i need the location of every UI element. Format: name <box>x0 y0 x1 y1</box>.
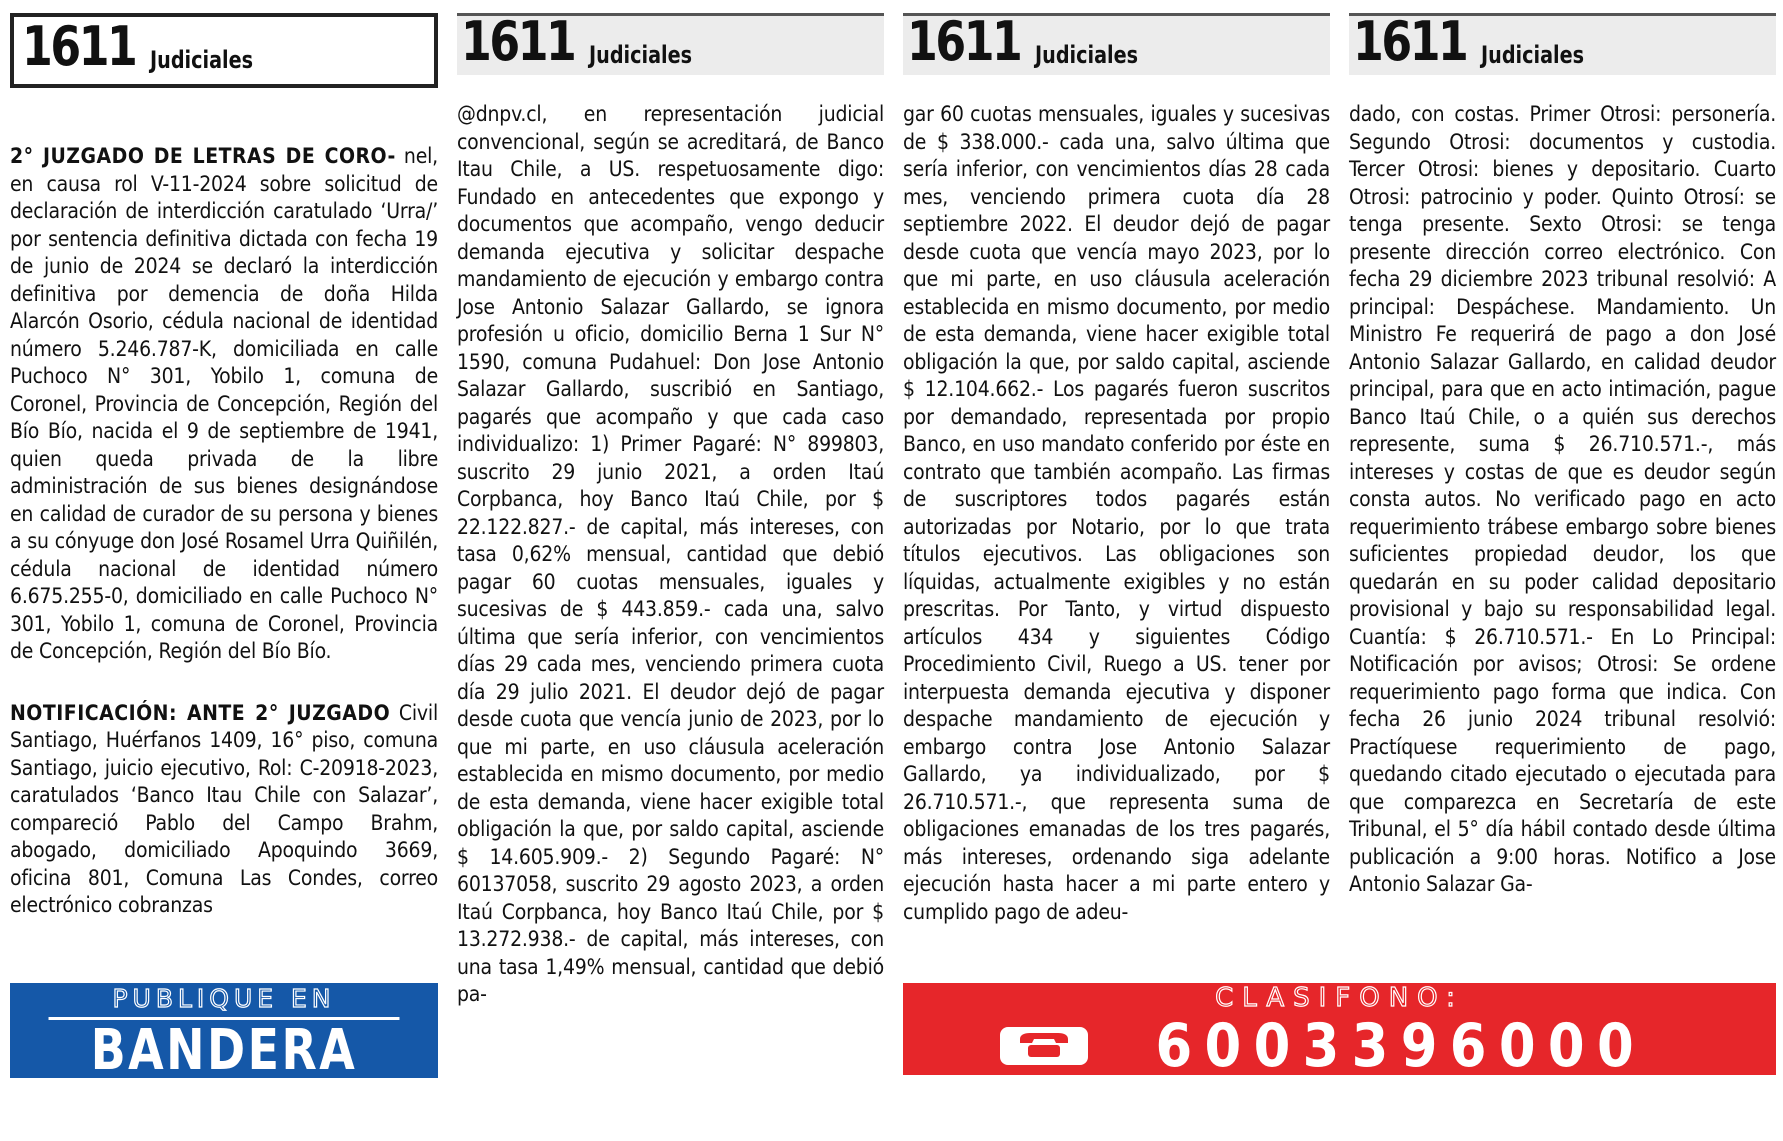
page-number: 1611 <box>461 10 575 73</box>
section-title: Judiciales <box>589 41 693 69</box>
column-header-4 <box>1349 10 1776 75</box>
ad-tagline: CLASIFONO: <box>1215 983 1464 1013</box>
section-title: Judiciales <box>150 46 254 74</box>
notice-lead: NOTIFICACIÓN: ANTE 2° JUZGADO <box>10 700 391 725</box>
notice-continuation: dado, con costas. Primer Otrosi: personería. Segundo Otrosi: documentos y custodia. Tercer Otrosi: bienes y depositario. Cuarto Otrosi: patrocinio y poder. Quinto Otrosí: se tenga presente. Sexto Otrosi: se tenga presente dirección correo electrónico. Con fecha 29 diciembre 2023 tribunal resolvió: A principal: Despáchese. Mandamiento. Un Ministro Fe requerirá de pago a don José Antonio Salazar Gallardo, en calidad deudor principal, para que en acto intimación, pague Banco Itaú Chile, o a quién sus derechos represente, suma $ 26.710.571.-, más intereses y costas de que es deudor según consta autos. No verificado pago en acto requerimiento trábese embargo sobre bienes suficientes propiedad deudor, los que quedarán en su poder calidad depositario provisional y bajo su responsabilidad legal. Cuantía: $ 26.710.571.- En Lo Principal: Notificación por avisos; Otrosi: Se ordene requerimiento pago forma que indica. Con fecha 26 junio 2024 tribunal resolvió: Practíquese requerimiento de pago, quedando citado ejecutado o ejecutada para que comparezca en Secretaría de este Tribunal, el 5° día hábil contado desde última publicación a 9:00 horas. Notifico a Jose Antonio Salazar Ga- <box>1349 102 1776 896</box>
column-header-1 <box>10 13 438 88</box>
notice-notificacion <box>10 700 438 920</box>
notice-continuation: @dnpv.cl, en representación judicial convencional, según se acreditará, de Banco Itau Chile, a US. respetuosamente digo: Fundado en antecedentes que expongo y documentos que acompaño, vengo deducir demanda ejecutiva y solicitar despache mandamiento de ejecución y embargo contra Jose Antonio Salazar Gallardo, se ignora profesión u oficio, domicilio Berna 1 Sur N° 1590, comuna Pudahuel: Don Jose Antonio Salazar Gallardo, suscribió en Santiago, pagarés que acompaño y que cada caso individualizo: 1) Primer Pagaré: N° 899803, suscrito 29 junio 2021, a orden Itaú Corpbanca, hoy Banco Itaú Chile, por $ 22.122.827.- de capital, más intereses, con tasa 0,62% mensual, cantidad que debió pagar 60 cuotas mensuales, iguales y sucesivas de $ 443.859.- cada una, salvo última que sería inferior, con vencimientos días 29 cada mes, venciendo primera cuota día 29 julio 2021. El deudor dejó de pagar desde cuota que vencía junio de 2023, por lo que mi parte, en uso cláusula aceleración establecida en mismo documento, por medio de esta demanda, viene hacer exigible total obligación la que, por saldo capital, asciende $ 14.605.909.- 2) Segundo Pagaré: N° 60137058, suscrito 29 agosto 2023, a orden Itaú Corpbanca, hoy Banco Itaú Chile, por $ 13.272.938.- de capital, más intereses, con una tasa 1,49% mensual, cantidad que debió pa- <box>457 102 884 1006</box>
column-3 <box>903 101 1330 973</box>
section-title: Judiciales <box>1481 41 1585 69</box>
page-number: 1611 <box>22 15 136 78</box>
notice-interdiccion <box>10 143 438 666</box>
column-header-3 <box>903 10 1330 75</box>
ad-tagline: PUBLIQUE EN <box>112 984 336 1013</box>
column-2 <box>457 101 884 1081</box>
page-number: 1611 <box>1353 10 1467 73</box>
publique-en-ad <box>10 983 438 1141</box>
section-title: Judiciales <box>1035 41 1139 69</box>
notice-continuation: gar 60 cuotas mensuales, iguales y sucesivas de $ 338.000.- cada una, salvo última que sería inferior, con vencimientos días 28 cada mes, venciendo primera cuota día 28 septiembre 2022. El deudor dejó de pagar desde cuota que vencía mayo 2023, por lo que mi parte, en uso cláusula aceleración establecida en mismo documento, por medio de esta demanda, viene hacer exigible total obligación la que, por saldo capital, asciende $ 12.104.662.- Los pagarés fueron suscritos por demandado, representada por propio Banco, en uso mandato conferido por éste en contrato que también acompaño. Las firmas de suscriptores todos pagarés están autorizadas por Notario, por lo que trata títulos ejecutivos. Las obligaciones son líquidas, actualmente exigibles y no están prescritas. Por Tanto, y virtud dispuesto artículos 434 y siguientes Código Procedimiento Civil, Ruego a US. tener por interpuesta demanda ejecutiva y disponer despache mandamiento de ejecución y embargo contra Jose Antonio Salazar Gallardo, ya individualizado, por $ 26.710.571.-, que representa suma de obligaciones emanadas de los tres pagarés, más intereses, ordenando siga adelante ejecución hasta hacer a mi parte entero y cumplido pago de adeu- <box>903 102 1330 924</box>
column-header-2 <box>457 10 884 75</box>
ad-address: BANDERA N° 331 <box>49 1017 400 1138</box>
ad-phone-number: 6003396000 <box>1155 1011 1646 1081</box>
notice-separator <box>10 666 438 700</box>
page-number: 1611 <box>907 10 1021 73</box>
notice-body: nel, en causa rol V-11-2024 sobre solicitud de declaración de interdicción caratulado ‘Urra/’ por sentencia definitiva dictada con fecha 19 de junio de 2024 se declaró la interdicción definitiva por demencia de doña Hilda Alarcón Osorio, cédula nacional de identidad número 5.246.787-K, domiciliada en calle Puchoco N° 301, Yobilo 1, comuna de Coronel, Provincia de Concepción, Región del Bío Bío, nacida el 9 de septiembre de 1941, quien queda privada de la libre administración de sus bienes designándose en calidad de curador de su persona y bienes a su cónyuge don José Rosamel Urra Quiñilén, cédula nacional de identidad número 6.675.255-0, domiciliado en calle Puchoco N° 301, Yobilo 1, comuna de Coronel, Provincia de Concepción, Región del Bío Bío. <box>10 144 438 663</box>
clasifono-ad <box>903 983 1776 1081</box>
notice-lead: 2° JUZGADO DE LETRAS DE CORO- <box>10 144 396 168</box>
column-1 <box>10 143 438 978</box>
notice-body: Civil Santiago, Huérfanos 1409, 16° piso, comuna Santiago, juicio ejecutivo, Rol: C-20918-2023, caratulados ‘Banco Itau Chile con Salazar’, compareció Pablo del Campo Brahm, abogado, domiciliado Apoquindo 3669, oficina 801, Comuna Las Condes, correo electrónico cobranzas <box>10 700 438 917</box>
column-4 <box>1349 101 1776 973</box>
phone-icon <box>1000 1027 1088 1065</box>
